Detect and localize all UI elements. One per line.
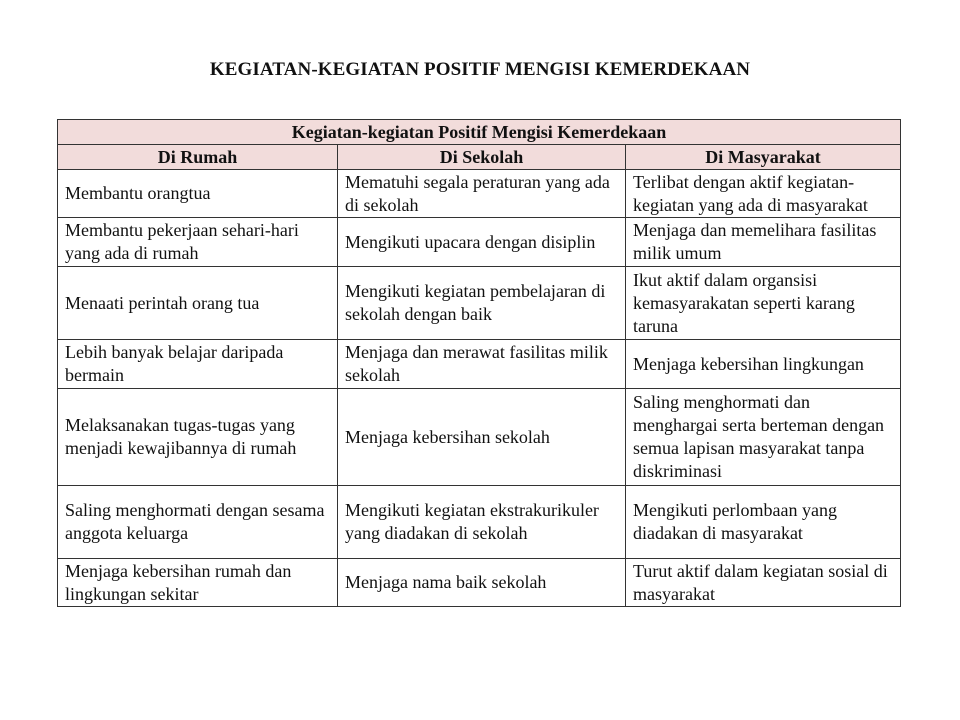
table-caption: Kegiatan-kegiatan Positif Mengisi Kemerdekaan [58,120,901,145]
table-cell-sekolah: Menjaga dan merawat fasilitas milik sekolah [338,340,626,389]
document-title: KEGIATAN-KEGIATAN POSITIF MENGISI KEMERDEKAAN [209,59,751,80]
activities-table [57,119,901,607]
table-row [58,218,901,267]
table-caption-row [58,120,901,145]
table-row [58,170,901,218]
column-header-di-rumah: Di Rumah [58,145,338,170]
table-cell-sekolah: Mengikuti kegiatan pembelajaran di sekolah dengan baik [338,267,626,340]
table-cell-sekolah: Mengikuti upacara dengan disiplin [338,218,626,267]
table-cell-masyarakat: Menjaga kebersihan lingkungan [626,340,901,389]
table-cell-sekolah: Mematuhi segala peraturan yang ada di sekolah [338,170,626,218]
table-cell-sekolah: Menjaga nama baik sekolah [338,559,626,607]
table-cell-masyarakat: Terlibat dengan aktif kegiatan-kegiatan yang ada di masyarakat [626,170,901,218]
table-cell-masyarakat: Mengikuti perlombaan yang diadakan di masyarakat [626,486,901,559]
table-row [58,486,901,559]
table-row [58,559,901,607]
table-row [58,389,901,486]
table-row [58,267,901,340]
table-cell-rumah: Menaati perintah orang tua [58,267,338,340]
table-cell-masyarakat: Menjaga dan memelihara fasilitas milik umum [626,218,901,267]
table-cell-rumah: Menjaga kebersihan rumah dan lingkungan sekitar [58,559,338,607]
table-cell-masyarakat: Saling menghormati dan menghargai serta berteman dengan semua lapisan masyarakat tanpa diskriminasi [626,389,901,486]
column-header-di-masyarakat: Di Masyarakat [626,145,901,170]
table-cell-rumah: Membantu pekerjaan sehari-hari yang ada di rumah [58,218,338,267]
table-row [58,340,901,389]
table-cell-rumah: Saling menghormati dengan sesama anggota keluarga [58,486,338,559]
table-cell-rumah: Membantu orangtua [58,170,338,218]
table-cell-sekolah: Mengikuti kegiatan ekstrakurikuler yang diadakan di sekolah [338,486,626,559]
table-cell-rumah: Lebih banyak belajar daripada bermain [58,340,338,389]
table-cell-masyarakat: Turut aktif dalam kegiatan sosial di masyarakat [626,559,901,607]
table-cell-rumah: Melaksanakan tugas-tugas yang menjadi kewajibannya di rumah [58,389,338,486]
table-cell-sekolah: Menjaga kebersihan sekolah [338,389,626,486]
column-header-di-sekolah: Di Sekolah [338,145,626,170]
table-cell-masyarakat: Ikut aktif dalam organsisi kemasyarakatan seperti karang taruna [626,267,901,340]
table-header-row [58,145,901,170]
